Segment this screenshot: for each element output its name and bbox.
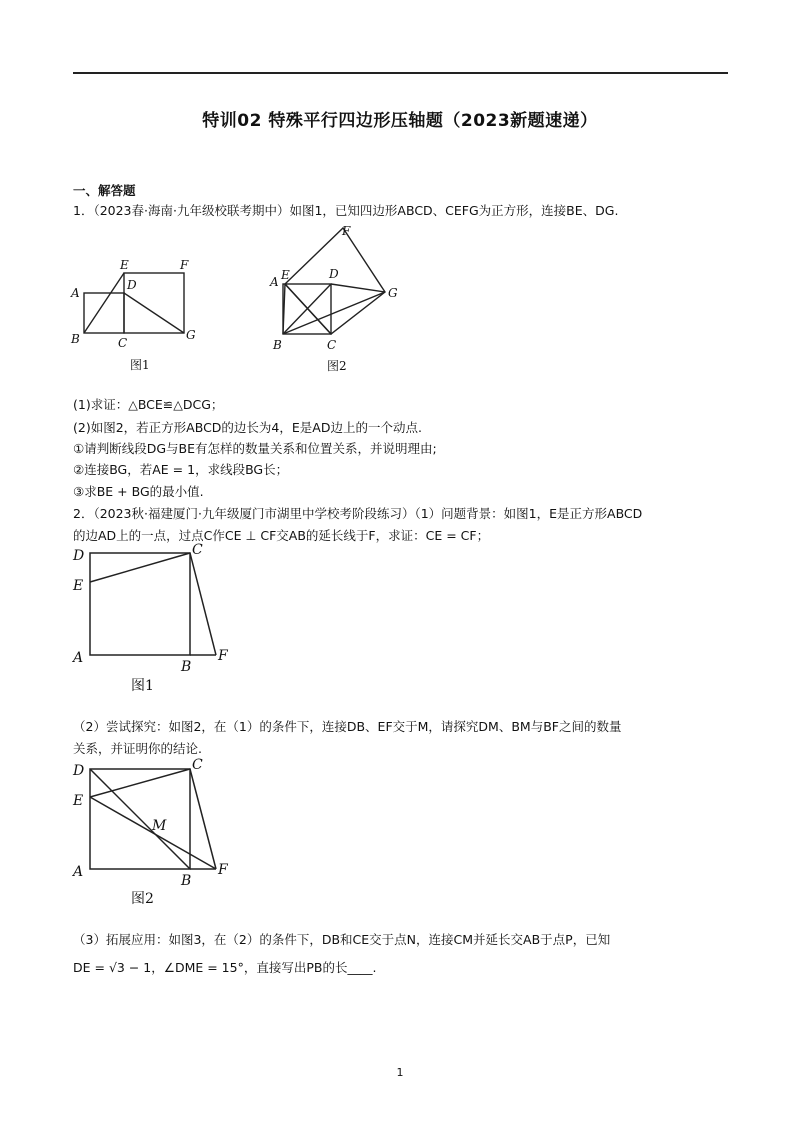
q1-figure-1 bbox=[68, 255, 208, 375]
label-c: C bbox=[118, 336, 128, 350]
square-abcd bbox=[90, 553, 190, 655]
label-b: B bbox=[71, 332, 80, 346]
q1-part1: (1)求证：△BCE≌△DCG； bbox=[73, 397, 224, 412]
label-m: M bbox=[152, 818, 167, 834]
q2-fig1-caption: 图1 bbox=[131, 678, 154, 694]
q1-fig2-caption: 图2 bbox=[327, 359, 347, 373]
q1-part2: (2)如图2，若正方形ABCD的边长为4，E是AD边上的一个动点. bbox=[73, 420, 422, 435]
square-abcd bbox=[84, 293, 124, 333]
segment-dg bbox=[331, 284, 385, 292]
segment-be bbox=[84, 273, 124, 333]
q2-part2-line2: 关系，并证明你的结论. bbox=[73, 741, 202, 756]
q1-part2-sub3: ③求BE + BG的最小值. bbox=[73, 484, 204, 499]
label-b: B bbox=[273, 338, 282, 352]
label-e: E bbox=[120, 258, 129, 272]
square-cefg bbox=[285, 228, 385, 334]
q2-part3-line1: （3）拓展应用：如图3，在（2）的条件下，DB和CE交于点N，连接CM并延长交AB于点P，已知 bbox=[73, 932, 611, 947]
label-c: C bbox=[327, 338, 337, 352]
label-f: F bbox=[218, 862, 228, 878]
segment-db bbox=[90, 769, 190, 869]
label-b: B bbox=[181, 873, 192, 889]
label-g: G bbox=[388, 286, 398, 300]
label-c: C bbox=[192, 542, 203, 558]
label-g: G bbox=[186, 328, 196, 342]
q2-part2-line1: （2）尝试探究：如图2，在（1）的条件下，连接DB、EF交于M，请探究DM、BM与BF之间的数量 bbox=[73, 719, 622, 734]
label-f: F bbox=[218, 648, 228, 664]
q2-stem-line1: 2．（2023秋·福建厦门·九年级厦门市湖里中学校考阶段练习）（1）问题背景：如图1，E是正方形ABCD bbox=[73, 506, 643, 521]
segment-ce bbox=[90, 553, 190, 582]
label-d: D bbox=[73, 763, 85, 779]
label-e: E bbox=[73, 578, 84, 594]
page-number: 1 bbox=[396, 1066, 404, 1079]
label-d: D bbox=[73, 548, 85, 564]
q1-figure-2 bbox=[265, 222, 405, 377]
q2-part3-line2: DE = √3 − 1，∠DME = 15°，直接写出PB的长____. bbox=[73, 960, 377, 975]
segment-dg bbox=[124, 293, 184, 333]
label-e: E bbox=[73, 793, 84, 809]
label-d: D bbox=[329, 267, 339, 281]
label-b: B bbox=[181, 659, 192, 675]
label-f: F bbox=[180, 258, 189, 272]
label-a: A bbox=[71, 286, 80, 300]
segment-cf bbox=[190, 769, 216, 869]
label-a: A bbox=[73, 650, 84, 666]
q1-stem: 1．（2023春·海南·九年级校联考期中）如图1，已知四边形ABCD、CEFG为正方形，连接BE、DG. bbox=[73, 203, 619, 218]
label-e: E bbox=[281, 268, 290, 282]
q2-figure-2 bbox=[68, 757, 238, 917]
label-d: D bbox=[127, 278, 137, 292]
q2-stem-line2: 的边AD上的一点，过点C作CE ⊥ CF交AB的延长线于F，求证：CE = CF； bbox=[73, 528, 490, 543]
header-rule bbox=[73, 72, 728, 74]
segment-cf bbox=[190, 553, 216, 655]
label-f: F bbox=[342, 224, 351, 238]
label-a: A bbox=[73, 864, 84, 880]
q1-part2-sub2: ②连接BG，若AE = 1，求线段BG长； bbox=[73, 462, 289, 477]
label-c: C bbox=[192, 757, 203, 773]
q2-figure-1 bbox=[68, 540, 238, 700]
q1-part2-sub1: ①请判断线段DG与BE有怎样的数量关系和位置关系，并说明理由; bbox=[73, 441, 437, 456]
section-heading: 一、解答题 bbox=[73, 183, 136, 198]
label-a: A bbox=[270, 275, 279, 289]
q1-fig1-caption: 图1 bbox=[130, 358, 150, 372]
page-title: 特训02 特殊平行四边形压轴题（2023新题速递） bbox=[202, 111, 598, 131]
q2-fig2-caption: 图2 bbox=[131, 891, 154, 907]
